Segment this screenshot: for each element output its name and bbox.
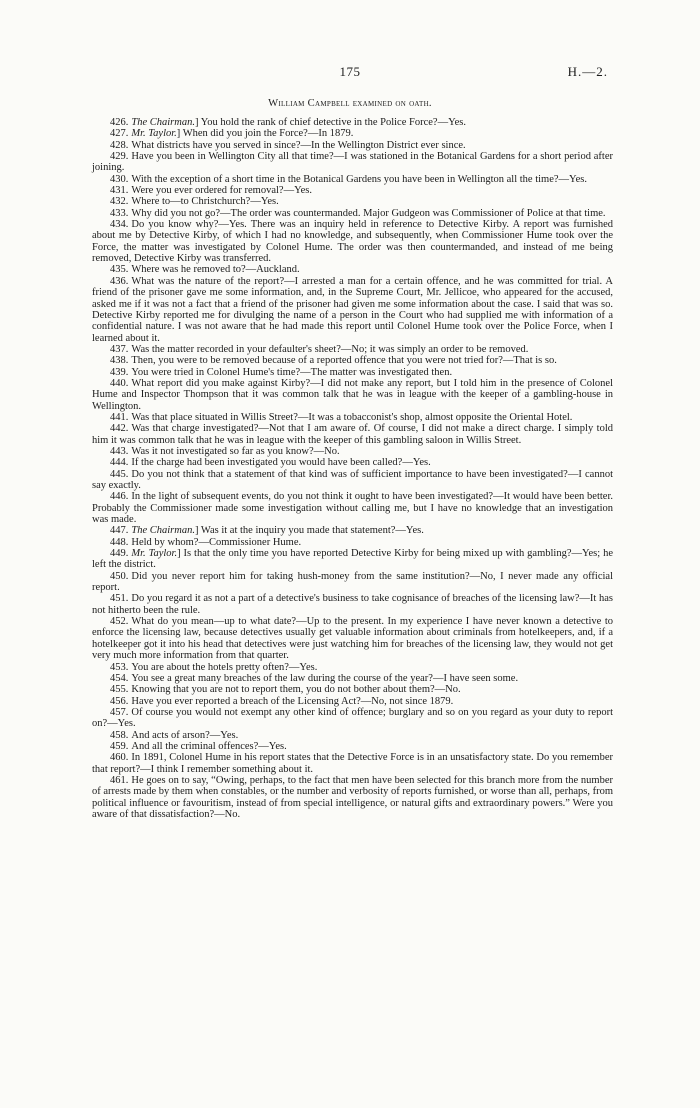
question-paragraph bbox=[92, 219, 613, 264]
question-number: 429. bbox=[110, 151, 129, 163]
question-number: 437. bbox=[110, 343, 129, 355]
question-answer-text: In 1891, Colonel Hume in his report states that the Detective Force is in an unsatisfactory state. Do you remember that report?—I think I remember something about it. bbox=[92, 752, 613, 775]
question-paragraph bbox=[92, 775, 613, 820]
question-paragraph bbox=[92, 355, 613, 366]
page-header bbox=[0, 64, 700, 84]
question-paragraph bbox=[92, 616, 613, 661]
question-answer-text: ] Was it at the inquiry you made that statement?—Yes. bbox=[194, 525, 424, 537]
question-number: 430. bbox=[110, 173, 129, 185]
testimony-body bbox=[92, 117, 613, 820]
question-answer-text: Was that charge investigated?—Not that I am aware of. Of course, I did not make a direct charge. I simply told him it was common talk that he was in league with the keeper of this gambling saloon in Willis Street. bbox=[92, 423, 613, 446]
question-answer-text: Was the matter recorded in your defaulter's sheet?—No; it was simply an order to be removed. bbox=[131, 343, 529, 355]
question-answer-text: Do you know why?—Yes. There was an inquiry held in reference to Detective Kirby. A report was furnished about me by Detective Kirby, of which I had no knowledge, and subsequently, when Commissioner Hume took over the Force, the matter was investigated by Colonel Hume. The order was then countermanded, and instead of me being removed, Detective Kirby was transferred. bbox=[92, 219, 613, 265]
question-answer-text: ] Is that the only time you have reported Detective Kirby for being mixed up with gambling?—Yes; he left the district. bbox=[92, 548, 614, 571]
question-number: 448. bbox=[110, 536, 129, 548]
question-answer-text: Then, you were to be removed because of a reported offence that you were not tried for?—That is so. bbox=[131, 355, 557, 367]
question-answer-text: What districts have you served in since?—In the Wellington District ever since. bbox=[131, 139, 466, 151]
question-paragraph bbox=[92, 537, 613, 548]
question-paragraph bbox=[92, 174, 613, 185]
question-number: 432. bbox=[110, 196, 129, 208]
question-answer-text: In the light of subsequent events, do you not think it ought to have been investigated?—It would have been better. Probably the Commissioner made some investigation without calling me, but I have no knowledge that an investigation was made. bbox=[92, 491, 613, 526]
question-number: 451. bbox=[110, 593, 129, 605]
question-number: 461. bbox=[110, 774, 129, 786]
question-number: 449. bbox=[110, 548, 129, 560]
question-number: 454. bbox=[110, 672, 129, 684]
speaker-name: Mr. Taylor. bbox=[131, 548, 178, 560]
question-answer-text: Were you ever ordered for removal?—Yes. bbox=[131, 185, 312, 197]
question-answer-text: Of course you would not exempt any other kind of offence; burglary and so on you regard as your duty to report on?—Yes. bbox=[92, 706, 613, 730]
question-paragraph bbox=[92, 378, 613, 412]
question-paragraph bbox=[92, 185, 613, 196]
question-paragraph bbox=[92, 423, 613, 446]
question-paragraph bbox=[92, 696, 613, 707]
question-number: 455. bbox=[110, 684, 129, 696]
question-answer-text: Was it not investigated so far as you know?—No. bbox=[131, 445, 340, 457]
question-paragraph bbox=[92, 367, 613, 378]
question-number: 452. bbox=[110, 616, 129, 628]
question-answer-text: Where to—to Christchurch?—Yes. bbox=[131, 196, 279, 208]
question-number: 441. bbox=[110, 411, 129, 423]
question-number: 427. bbox=[110, 128, 129, 140]
question-number: 438. bbox=[110, 355, 129, 367]
question-answer-text: And acts of arson?—Yes. bbox=[131, 729, 239, 741]
question-answer-text: Knowing that you are not to report them, you do not bother about them?—No. bbox=[131, 684, 461, 696]
question-paragraph bbox=[92, 196, 613, 207]
question-answer-text: And all the criminal offences?—Yes. bbox=[131, 740, 287, 752]
question-number: 435. bbox=[110, 264, 129, 276]
question-number: 457. bbox=[110, 706, 129, 718]
question-paragraph bbox=[92, 684, 613, 695]
question-number: 458. bbox=[110, 729, 129, 741]
question-number: 433. bbox=[110, 207, 129, 219]
question-paragraph bbox=[92, 469, 613, 492]
question-answer-text: ] When did you join the Force?—In 1879. bbox=[176, 128, 354, 140]
section-code: H.—2. bbox=[567, 64, 608, 79]
question-paragraph bbox=[92, 571, 613, 594]
question-paragraph bbox=[92, 525, 613, 536]
question-number: 456. bbox=[110, 695, 129, 707]
question-answer-text: With the exception of a short time in the Botanical Gardens you have been in Wellington all the time?—Yes. bbox=[131, 173, 587, 185]
question-number: 444. bbox=[110, 457, 129, 469]
question-answer-text: Have you been in Wellington City all that time?—I was stationed in the Botanical Gardens for a short period after joining. bbox=[92, 151, 613, 174]
question-number: 426. bbox=[110, 117, 129, 128]
question-number: 460. bbox=[110, 752, 129, 764]
question-answer-text: You see a great many breaches of the law during the course of the year?—I have seen some. bbox=[131, 672, 519, 684]
question-paragraph bbox=[92, 673, 613, 684]
question-paragraph bbox=[92, 208, 613, 219]
question-paragraph bbox=[92, 548, 613, 571]
speaker-name: The Chairman. bbox=[131, 117, 195, 128]
question-number: 459. bbox=[110, 740, 129, 752]
question-answer-text: Do you not think that a statement of that kind was of sufficient importance to have been investigated?—I cannot say exactly. bbox=[92, 468, 613, 491]
question-paragraph bbox=[92, 412, 613, 423]
question-paragraph bbox=[92, 140, 613, 151]
question-answer-text: Do you regard it as not a part of a detective's business to take cognisance of breaches of the licensing law?—It has not hitherto been the rule. bbox=[92, 593, 613, 616]
question-number: 428. bbox=[110, 139, 129, 151]
question-answer-text: What report did you make against Kirby?—I did not make any report, but I told him in the presence of Colonel Hume and Inspector Thompson that it was common talk that he was in league with the keeper of a gambling-house in Wellington. bbox=[92, 377, 613, 412]
question-number: 450. bbox=[110, 570, 129, 582]
question-paragraph bbox=[92, 593, 613, 616]
question-paragraph bbox=[92, 151, 613, 174]
question-answer-text: Held by whom?—Commissioner Hume. bbox=[131, 536, 302, 548]
question-answer-text: ] You hold the rank of chief detective in the Police Force?—Yes. bbox=[194, 117, 466, 128]
question-number: 439. bbox=[110, 366, 129, 378]
speaker-name: The Chairman. bbox=[131, 525, 195, 537]
question-number: 445. bbox=[110, 468, 129, 480]
question-number: 431. bbox=[110, 185, 129, 197]
question-paragraph bbox=[92, 491, 613, 525]
question-paragraph bbox=[92, 707, 613, 730]
question-answer-text: What was the nature of the report?—I arrested a man for a certain offence, and he was committed for trial. A friend of the prisoner gave me some information, and, in the Supreme Court, Mr. Jellicoe, who appeared for the accused, asked me if it was not a fact that a friend of the prisoner had given me some information about the case. I said that was so. Detective Kirby reported me for divulging the name of a person in the Court who had supplied me with information of a confidential nature. I was not aware that he had made this report until Colonel Hume took over the Police Force, when I learned about it. bbox=[92, 275, 613, 344]
witness-heading: William Campbell examined on oath. bbox=[268, 98, 432, 109]
question-answer-text: Did you never report him for taking hush-money from the same institution?—No, I never made any official report. bbox=[92, 570, 613, 594]
question-paragraph bbox=[92, 730, 613, 741]
question-number: 434. bbox=[110, 219, 129, 231]
question-number: 443. bbox=[110, 445, 129, 457]
question-paragraph bbox=[92, 344, 613, 355]
question-number: 453. bbox=[110, 661, 129, 673]
question-answer-text: What do you mean—up to what date?—Up to the present. In my experience I have never known a detective to enforce the licensing law, because detectives usually get valuable information about criminals from hotelkeepers, and, if a hotelkeeper got it into his head that detectives were just watching him for breaches of the licensing law, they would not get very much more information from that quarter. bbox=[92, 616, 613, 662]
question-answer-text: Was that place situated in Willis Street?—It was a tobacconist's shop, almost opposite the Oriental Hotel. bbox=[131, 411, 573, 423]
question-paragraph bbox=[92, 276, 613, 344]
question-number: 436. bbox=[110, 275, 129, 287]
page-number: 175 bbox=[339, 64, 361, 79]
question-paragraph bbox=[92, 128, 613, 139]
question-number: 440. bbox=[110, 377, 129, 389]
question-answer-text: If the charge had been investigated you would have been called?—Yes. bbox=[131, 457, 431, 469]
question-paragraph bbox=[92, 662, 613, 673]
question-number: 446. bbox=[110, 491, 129, 503]
question-answer-text: Why did you not go?—The order was countermanded. Major Gudgeon was Commissioner of Police at that time. bbox=[131, 207, 606, 219]
speaker-name: Mr. Taylor. bbox=[131, 128, 177, 140]
question-answer-text: He goes on to say, “Owing, perhaps, to the fact that men have been selected for this branch more from the number of arrests made by them when constables, or the number and verbosity of reports furnished, or worse than all, perhaps, from political influence or favouritism, instead of from special intelligence, or natural gifts and extraordinary powers.” Were you aware of that dissatisfaction?—No. bbox=[92, 774, 613, 820]
question-paragraph bbox=[92, 752, 613, 775]
question-number: 447. bbox=[110, 525, 129, 537]
question-paragraph bbox=[92, 264, 613, 275]
question-answer-text: You were tried in Colonel Hume's time?—The matter was investigated then. bbox=[131, 366, 453, 378]
question-paragraph bbox=[92, 117, 613, 128]
question-answer-text: You are about the hotels pretty often?—Yes. bbox=[131, 661, 318, 673]
question-paragraph bbox=[92, 741, 613, 752]
question-number: 442. bbox=[110, 423, 129, 435]
question-answer-text: Have you ever reported a breach of the Licensing Act?—No, not since 1879. bbox=[131, 695, 454, 707]
question-paragraph bbox=[92, 446, 613, 457]
question-paragraph bbox=[92, 457, 613, 468]
question-answer-text: Where was he removed to?—Auckland. bbox=[131, 264, 300, 276]
